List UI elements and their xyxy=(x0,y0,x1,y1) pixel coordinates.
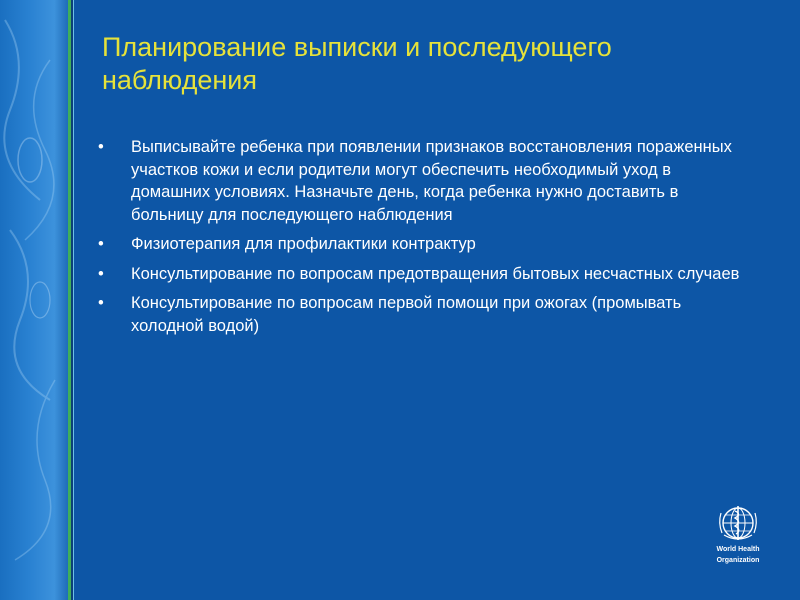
slide-title: Планирование выписки и последующего наблюдения xyxy=(102,32,612,95)
bullet-text: Выписывайте ребенка при появлении признаков восстановления пораженных участков кожи и если родители могут обеспечить необходимый уход в домашних условиях. Назначьте день, когда ребенка нужно доставить в больницу для последующего наблюдения xyxy=(131,138,732,224)
who-logo xyxy=(712,503,764,565)
decorative-pattern-icon xyxy=(0,0,68,600)
bullet-dot: • xyxy=(98,294,104,312)
bullet-text: Физиотерапия для профилактики контрактур xyxy=(131,235,476,253)
bullet-dot: • xyxy=(98,264,104,283)
bullet-list xyxy=(98,136,748,344)
decorative-side-band xyxy=(0,0,68,600)
logo-text-line2: Organization xyxy=(716,557,760,564)
bullet-item xyxy=(98,292,748,337)
bullet-text: Консультирование по вопросам первой помощи при ожогах (промывать холодной водой) xyxy=(131,294,682,335)
logo-text-line1: World Health xyxy=(716,546,760,553)
bullet-text: Консультирование по вопросам предотвращения бытовых несчастных случаев xyxy=(131,264,740,283)
bullet-dot: • xyxy=(98,138,104,156)
who-emblem-icon xyxy=(716,503,760,543)
accent-line-cyan xyxy=(73,0,74,600)
bullet-item xyxy=(98,263,748,286)
bullet-item xyxy=(98,136,748,226)
bullet-item xyxy=(98,233,748,256)
bullet-dot: • xyxy=(98,235,104,253)
